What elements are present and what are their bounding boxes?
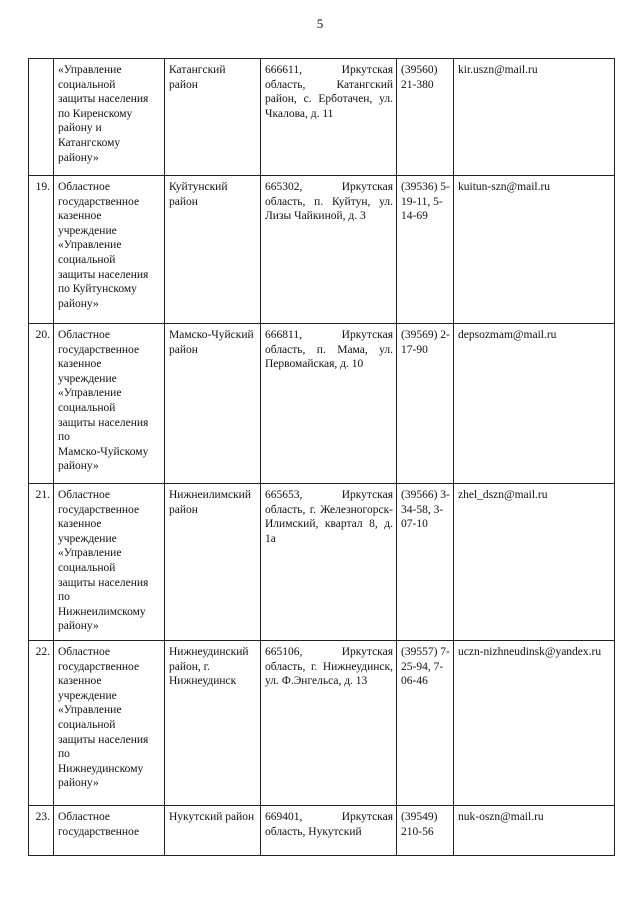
phone-cell: (39557) 7-25-94, 7-06-46 [397,641,454,806]
address-cell: 665106, Иркутская область, г. Нижнеудинск, ул. Ф.Энгельса, д. 13 [261,641,397,806]
organization-name-line: казенное [58,358,102,371]
organization-name-line: социальной [58,718,116,731]
district-cell: Куйтунский район [165,176,261,324]
organization-name-line: защиты населения [58,416,149,429]
organization-name-line: Областное [58,646,110,658]
table-row [29,324,615,484]
organization-name-line: Нижнеудинскому [58,762,144,775]
organization-name-line: по Куйтунскому [58,283,137,296]
organization-name-line: учреждение [58,689,117,702]
address-cell: 669401, Иркутская область, Нукутский [261,806,397,856]
email-cell: nuk-oszn@mail.ru [454,806,615,856]
organization-name-line: по [58,591,70,604]
institutions-table [28,58,615,856]
organization-name-cell [54,641,165,806]
organization-name-line: по [58,431,70,444]
organization-name-line: «Управление [58,239,122,252]
organization-name-line: району» [58,151,99,164]
organization-name-line: Областное [58,489,110,501]
address-cell: 665653, Иркутская область, г. Железногорск-Илимский, квартал 8, д. 1а [261,484,397,641]
organization-name-line: Катангскому [58,136,121,149]
organization-name-line: «Управление [58,704,122,717]
page-number: 5 [316,16,324,31]
organization-name-line: государственное [58,195,140,208]
organization-name-line: государственное [58,503,140,516]
organization-name-line: защиты населения [58,576,149,589]
address-cell: 666811, Иркутская область, п. Мама, ул. Первомайская, д. 10 [261,324,397,484]
district-cell: Мамско-Чуйский район [165,324,261,484]
organization-name-line: казенное [58,675,102,688]
organization-name-line: по Киренскому [58,107,133,120]
row-number: 19. [29,176,54,324]
table-row [29,59,615,176]
organization-name-line: району» [58,620,99,633]
organization-name-line: государственное [58,343,140,356]
organization-name-line: по [58,748,70,761]
table-row [29,806,615,856]
district-cell: Катангский район [165,59,261,176]
organization-name-line: «Управление [58,547,122,560]
organization-name-line: району и [58,122,102,135]
organization-name-line: социальной [58,401,116,414]
organization-name-line: Мамско-Чуйскому [58,445,149,458]
phone-cell: (39549) 210-56 [397,806,454,856]
row-number: 23. [29,806,54,856]
table-row [29,484,615,641]
organization-name-line: защиты населения [58,733,149,746]
organization-name-line: социальной [58,253,116,266]
phone-cell: (39566) 3-34-58, 3-07-10 [397,484,454,641]
organization-name-line: Областное [58,811,110,823]
phone-cell: (39560) 21-380 [397,59,454,176]
organization-name-line: социальной [58,561,116,574]
table-row [29,641,615,806]
organization-name-line: социальной [58,78,116,91]
organization-name-line: району» [58,297,99,310]
email-cell: zhel_dszn@mail.ru [454,484,615,641]
organization-name-line: защиты населения [58,93,149,106]
organization-name-line: Областное [58,181,110,193]
organization-name-cell [54,59,165,176]
email-cell: kir.uszn@mail.ru [454,59,615,176]
district-cell: Нукутский район [165,806,261,856]
row-number: 22. [29,641,54,806]
address-cell: 665302, Иркутская область, п. Куйтун, ул. Лизы Чайкиной, д. 3 [261,176,397,324]
organization-name-line: защиты населения [58,268,149,281]
organization-name-line: учреждение [58,224,117,237]
row-number [29,59,54,176]
email-cell: uczn-nizhneudinsk@yandex.ru [454,641,615,806]
organization-name-line: району» [58,460,99,473]
address-cell: 666611, Иркутская область, Катангский район, с. Ерботачен, ул. Чкалова, д. 11 [261,59,397,176]
organization-name-line: «Управление [58,387,122,400]
email-cell: depsozmam@mail.ru [454,324,615,484]
organization-name-cell [54,484,165,641]
organization-name-cell [54,324,165,484]
organization-name-cell [54,176,165,324]
table-row [29,176,615,324]
phone-cell: (39536) 5-19-11, 5-14-69 [397,176,454,324]
email-cell: kuitun-szn@mail.ru [454,176,615,324]
organization-name-line: государственное [58,660,140,673]
organization-name-line: учреждение [58,372,117,385]
organization-name-line: Нижнеилимскому [58,605,146,618]
organization-name-line: району» [58,777,99,790]
organization-name-line: Областное [58,329,110,341]
row-number: 21. [29,484,54,641]
row-number: 20. [29,324,54,484]
organization-name-line: «Управление [58,64,122,76]
district-cell: Нижнеудинский район, г. Нижнеудинск [165,641,261,806]
organization-name-line: казенное [58,518,102,531]
district-cell: Нижнеилимский район [165,484,261,641]
organization-name-cell [54,806,165,856]
organization-name-line: государственное [58,825,140,838]
organization-name-line: казенное [58,210,102,223]
phone-cell: (39569) 2-17-90 [397,324,454,484]
organization-name-line: учреждение [58,532,117,545]
